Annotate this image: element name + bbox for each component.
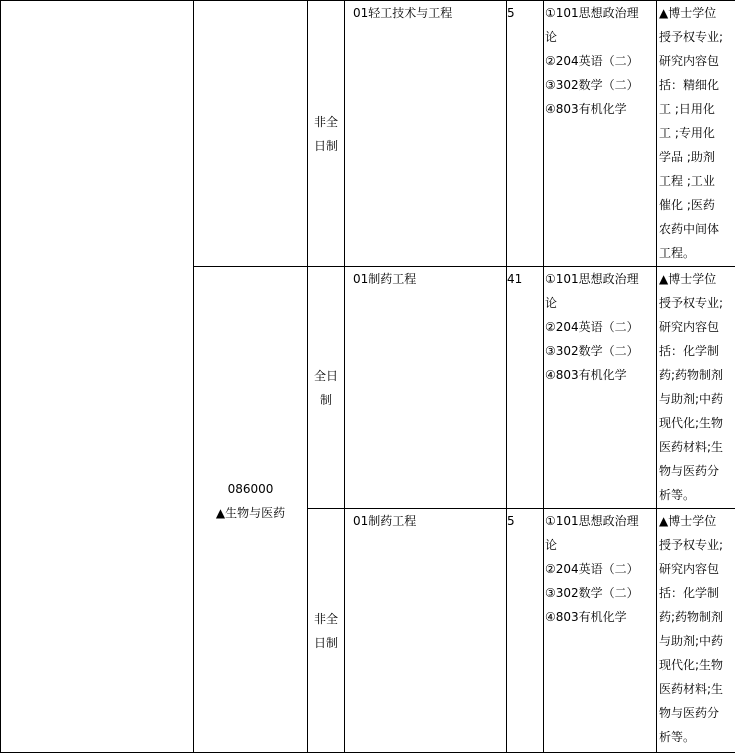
table-row [1,1,735,267]
note-line: 研究内容包 [659,49,735,73]
major-cell-top [194,1,308,267]
note-line: 括：化学制 [659,581,735,605]
major-cell [194,267,308,753]
research-direction-cell: 01轻工技术与工程 [345,1,507,267]
study-mode-line: 制 [308,388,344,412]
enrollment-number-cell: 41 [507,267,544,509]
exam-subject-line: ①101思想政治理 [545,1,656,25]
note-line: 工程 ;工业 [659,169,735,193]
note-line: 现代化;生物 [659,653,735,677]
note-line: 授予权专业; [659,533,735,557]
exam-subject-line: 论 [545,533,656,557]
exam-list-r1 [544,267,656,387]
note-line: ▲博士学位 [659,509,735,533]
note-line: 药;药物制剂 [659,363,735,387]
note-line: 物与医药分 [659,701,735,725]
exam-subject-line: ②204英语（二） [545,557,656,581]
note-line: 研究内容包 [659,315,735,339]
note-line: 工 ;专用化 [659,121,735,145]
exam-subject-line: ③302数学（二） [545,73,656,97]
enrollment-number-cell: 5 [507,509,544,753]
notes-cell [657,1,735,267]
note-line: 析等。 [659,483,735,507]
note-line: 与助剂;中药 [659,629,735,653]
study-mode-line: 日制 [308,631,344,655]
note-line: 工 ;日用化 [659,97,735,121]
note-line: 析等。 [659,725,735,749]
exam-subject-line: ①101思想政治理 [545,267,656,291]
note-line: 与助剂;中药 [659,387,735,411]
note-list-r0 [659,1,735,265]
note-list-r2 [659,509,735,749]
exam-subjects-cell [544,267,657,509]
study-mode-cell [308,1,345,267]
exam-subject-line: ③302数学（二） [545,339,656,363]
notes-cell [657,509,735,753]
exam-subjects-cell [544,1,657,267]
major-name: ▲生物与医药 [194,501,307,525]
note-line: 括：化学制 [659,339,735,363]
exam-subject-line: 论 [545,25,656,49]
exam-subject-line: ④803有机化学 [545,605,656,629]
note-line: 农药中间体 [659,217,735,241]
study-mode-cell [308,267,345,509]
exam-subject-line: 论 [545,291,656,315]
exam-subjects-cell [544,509,657,753]
college-cell [1,1,194,753]
note-line: 授予权专业; [659,25,735,49]
major-code: 086000 [194,477,307,501]
study-mode-line: 非全 [308,110,344,134]
study-mode-cell [308,509,345,753]
note-line: 催化 ;医药 [659,193,735,217]
note-line: ▲博士学位 [659,267,735,291]
notes-cell [657,267,735,509]
study-mode-line: 非全 [308,607,344,631]
study-mode-line: 日制 [308,134,344,158]
exam-subject-line: ③302数学（二） [545,581,656,605]
note-line: ▲博士学位 [659,1,735,25]
exam-subject-line: ②204英语（二） [545,315,656,339]
note-line: 医药材料;生 [659,677,735,701]
note-line: 医药材料;生 [659,435,735,459]
exam-list-r0 [544,1,656,121]
enrollment-number-cell: 5 [507,1,544,267]
note-line: 研究内容包 [659,557,735,581]
exam-subject-line: ①101思想政治理 [545,509,656,533]
note-line: 现代化;生物 [659,411,735,435]
note-list-r1 [659,267,735,507]
study-mode-line: 全日 [308,364,344,388]
exam-list-r2 [544,509,656,629]
note-line: 药;药物制剂 [659,605,735,629]
note-line: 工程。 [659,241,735,265]
exam-subject-line: ④803有机化学 [545,97,656,121]
exam-subject-line: ④803有机化学 [545,363,656,387]
note-line: 括：精细化 [659,73,735,97]
exam-subject-line: ②204英语（二） [545,49,656,73]
note-line: 学品 ;助剂 [659,145,735,169]
research-direction-cell: 01制药工程 [345,267,507,509]
note-line: 授予权专业; [659,291,735,315]
note-line: 物与医药分 [659,459,735,483]
research-direction-cell: 01制药工程 [345,509,507,753]
